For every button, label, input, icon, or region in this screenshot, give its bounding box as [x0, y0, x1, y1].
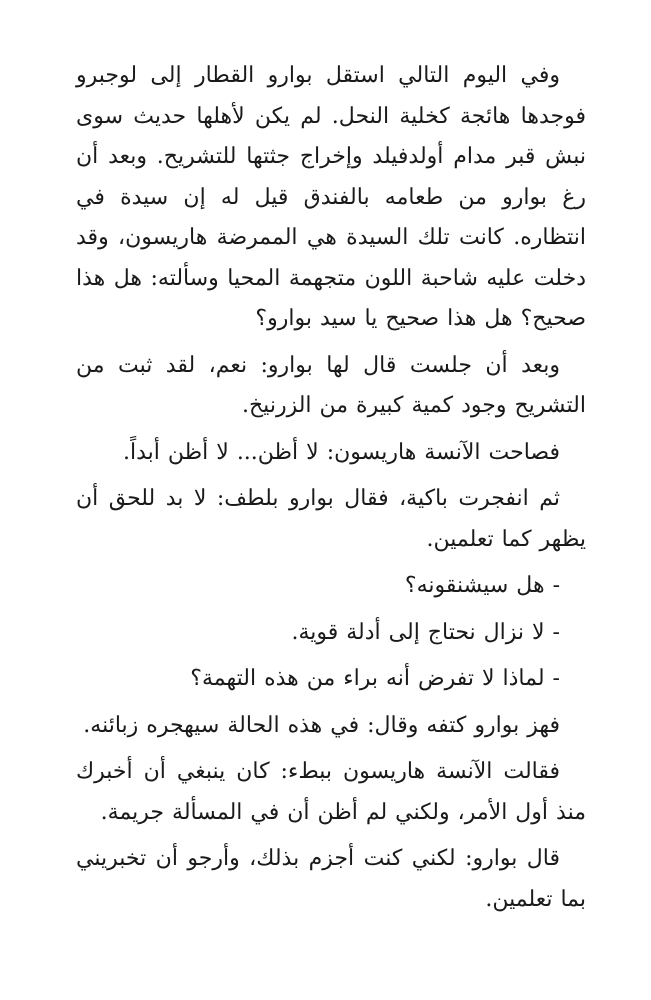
paragraph-4: ثم انفجرت باكية، فقال بوارو بلطف: لا بد للحق أن يظهر كما تعلمين.	[76, 486, 586, 552]
paragraph-3: فصاحت الآنسة هاريسون: لا أظن... لا أظن أبداً.	[123, 439, 560, 465]
paragraph-5: فهز بوارو كتفه وقال: في هذه الحالة سيهجره زبائنه.	[83, 712, 560, 738]
book-page	[76, 56, 586, 926]
paragraph-1: وفي اليوم التالي استقل بوارو القطار إلى لوجبرو فوجدها هائجة كخلية النحل. لم يكن لأهلها حديث سوى نبش قبر مدام أولدفيلد وإخراج جثتها للتشريح. وبعد أن رغ بوارو من طعامه بالفندق قيل له إن سيدة في انتظاره. كانت تلك السيدة هي الممرضة هاريسون، وقد دخلت عليه شاحبة اللون متجهمة المحيا وسألته: هل هذا صحيح؟ هل هذا صحيح يا سيد بوارو؟	[76, 63, 586, 331]
paragraph-2: وبعد أن جلست قال لها بوارو: نعم، لقد ثبت من التشريح وجود كمية كبيرة من الزرنيخ.	[76, 352, 586, 418]
dialog-line-3: - لماذا لا تفرض أنه براء من هذه التهمة؟	[190, 666, 560, 691]
dialog-line-2: - لا نزال نحتاج إلى أدلة قوية.	[291, 619, 560, 645]
dialog-line-1: - هل سيشنقونه؟	[404, 573, 560, 598]
paragraph-7: قال بوارو: لكني كنت أجزم بذلك، وأرجو أن تخبريني بما تعلمين.	[76, 846, 586, 912]
paragraph-6: فقالت الآنسة هاريسون ببطء: كان ينبغي أن أخبرك منذ أول الأمر، ولكني لم أظن أن في المسألة جريمة.	[76, 759, 586, 825]
